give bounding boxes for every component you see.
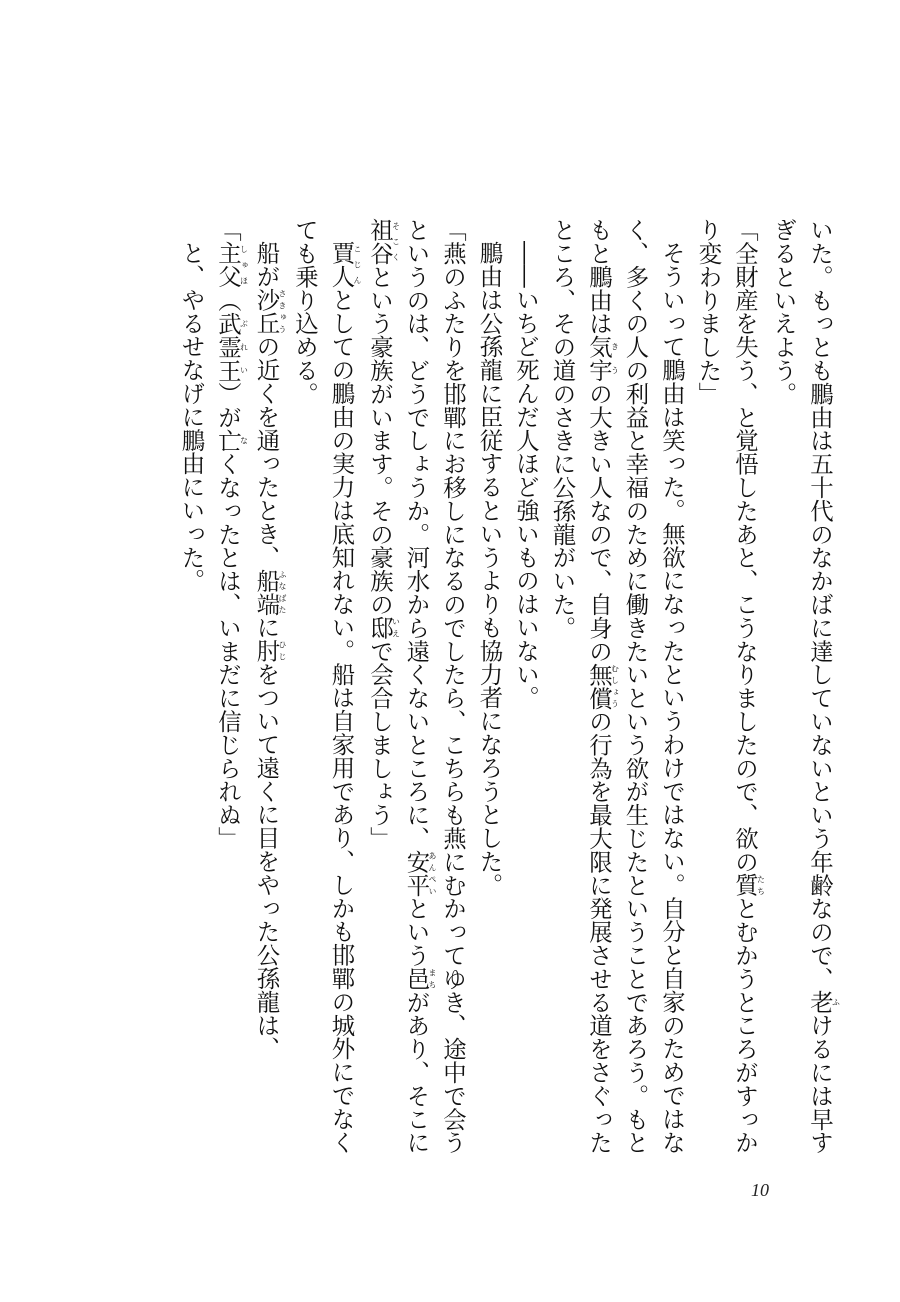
furigana: まち — [428, 966, 437, 991]
paragraph — [508, 218, 545, 1168]
text-run: の大きい人なので、自身の — [585, 381, 613, 663]
ruby-annotated-word: 安平あんぺい — [402, 849, 437, 897]
text-run: （ — [214, 288, 242, 312]
ruby-annotated-word: 祖谷そこく — [366, 218, 401, 265]
paragraph — [765, 218, 840, 1168]
furigana: ふなばた — [278, 569, 287, 616]
ruby-annotated-word: 老ふ — [806, 990, 840, 1014]
furigana: あんぺい — [428, 849, 437, 897]
text-run: 鵬由は公孫龍に臣従するというよりも協力者になろうとした。 — [475, 241, 504, 897]
text-run: をついて遠くに目をやった公孫龍は、 — [252, 662, 281, 1061]
ruby-annotated-word: 気宇きう — [585, 335, 620, 382]
ruby-annotated-word: 無償むしょう — [585, 662, 620, 710]
text-run: の近くを通ったとき、 — [252, 335, 281, 570]
furigana: さきゅう — [278, 288, 287, 335]
text-run: ）が — [214, 381, 242, 429]
furigana: ぶれい — [239, 311, 249, 382]
furigana: ひじ — [278, 639, 287, 663]
vertical-text-block — [173, 218, 840, 1168]
ruby-annotated-word: 肘ひじ — [252, 639, 287, 663]
text-run: くなったとは、いまだに信じられぬ」 — [214, 452, 242, 850]
furigana: しゅほ — [239, 241, 249, 289]
ruby-annotated-word: 武霊王ぶれい — [214, 311, 249, 382]
ruby-annotated-word: 船端ふなばた — [252, 569, 287, 616]
text-run: けるには早すぎるといえよう。 — [769, 218, 834, 1155]
paragraph — [248, 218, 287, 1168]
ruby-annotated-word: 亡な — [214, 428, 249, 453]
ruby-annotated-word: 邸いえ — [366, 615, 401, 640]
furigana: たち — [756, 873, 766, 897]
text-run: で会合しましょう」 — [366, 639, 394, 850]
text-run: の行為を最大限に発展させる道をさぐったところ、その道のさきに公孫龍がいた。 — [548, 218, 613, 1155]
paragraph — [471, 218, 508, 1168]
text-run: 「 — [214, 218, 242, 242]
furigana: ふ — [831, 990, 840, 1014]
ruby-annotated-word: 沙丘さきゅう — [252, 288, 287, 336]
ruby-annotated-word: 質たち — [731, 873, 766, 897]
text-run: 「燕のふたりを邯鄲にお移しになるのでしたら、こちらも燕にむかってゆき、途中で会うというのは、どうでしょうか。河水から遠くないところに、 — [402, 218, 467, 1154]
furigana: きう — [610, 335, 620, 382]
text-run: としての鵬由の実力は底知れない。船は自家用であり、しかも邯鄲の城外にでなくても乗り込める。 — [291, 218, 356, 1155]
page-number: 10 — [751, 1180, 769, 1200]
text-run: 「全財産を失う、と覚悟したあと、こうなりましたので、欲の — [731, 218, 759, 874]
ruby-annotated-word: 賈人こじん — [327, 241, 362, 289]
text-run: ――いちど死んだ人ほど強いものはいない。 — [512, 241, 540, 710]
paragraph — [690, 218, 765, 1168]
paragraph — [173, 218, 210, 1168]
paragraph — [362, 218, 472, 1168]
text-run: があり、そこに — [402, 990, 431, 1155]
text-run: そういって鵬由は笑った。無欲になったというわけではない。自分と自家のためではなく、多くの人の利益と幸福のために働きたいという欲が生じたということであろう。もともと鵬由は — [585, 218, 686, 1154]
text-run: いた。もっとも鵬由は五十代のなかばに達していないという年齢なので、 — [806, 218, 834, 991]
text-run: に — [252, 615, 281, 640]
text-run: 船が — [252, 241, 281, 289]
furigana: いえ — [391, 615, 401, 640]
ruby-annotated-word: 主父しゅほ — [214, 241, 249, 289]
furigana: むしょう — [610, 662, 620, 710]
furigana: こじん — [353, 241, 362, 289]
furigana: な — [239, 428, 249, 453]
ruby-annotated-word: 邑まち — [402, 966, 437, 991]
text-run: と、やるせなげに鵬由にいった。 — [177, 241, 206, 593]
paragraph — [287, 218, 362, 1168]
text-run: という豪族がいます。その豪族の — [366, 264, 394, 616]
paragraph — [544, 218, 690, 1168]
paragraph — [210, 218, 249, 1168]
text-run: とむかうところがすっかり変わりました」 — [694, 218, 759, 1155]
furigana: そこく — [391, 218, 401, 265]
text-run: という — [402, 896, 431, 967]
